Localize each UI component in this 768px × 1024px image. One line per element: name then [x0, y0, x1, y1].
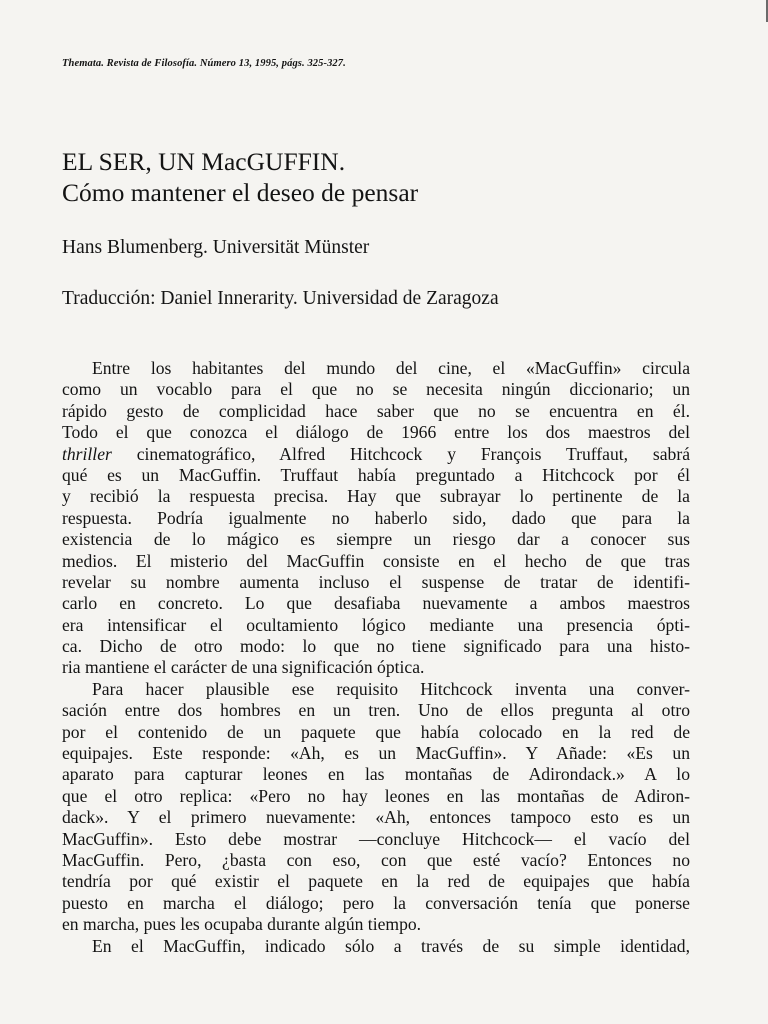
italic-term: thriller	[62, 443, 112, 464]
body-line: carlo en concreto. Lo que desafiaba nuevamente a ambos maestros	[62, 593, 690, 614]
body-line	[62, 444, 690, 465]
body-line: y recibió la respuesta precisa. Hay que subrayar lo pertinente de la	[62, 486, 690, 507]
body-line: equipajes. Este responde: «Ah, es un MacGuffin». Y Añade: «Es un	[62, 743, 690, 764]
body-line: era intensificar el ocultamiento lógico mediante una presencia ópti-	[62, 614, 690, 635]
body-line: MacGuffin». Esto debe mostrar —concluye Hitchcock— el vacío del	[62, 828, 690, 849]
body-line: qué es un MacGuffin. Truffaut había preguntado a Hitchcock por él	[62, 464, 690, 485]
body-line: aparato para capturar leones en las montañas de Adirondack.» A lo	[62, 764, 690, 785]
body-line: respuesta. Podría igualmente no haberlo sido, dado que para la	[62, 507, 690, 528]
article-body	[62, 358, 690, 957]
body-line: ca. Dicho de otro modo: lo que no tiene significado para una histo-	[62, 636, 690, 657]
body-line: rápido gesto de complicidad hace saber que no se encuentra en él.	[62, 400, 690, 421]
body-line: MacGuffin. Pero, ¿basta con eso, con que esté vacío? Entonces no	[62, 849, 690, 870]
body-line: como un vocablo para el que no se necesita ningún diccionario; un	[62, 379, 690, 400]
body-line: en marcha, pues les ocupaba durante algún tiempo.	[62, 914, 422, 935]
author-line: Hans Blumenberg. Universität Münster	[62, 237, 370, 258]
body-line: que el otro replica: «Pero no hay leones en las montañas de Adiron-	[62, 785, 690, 806]
body-line: Todo el que conozca el diálogo de 1966 entre los dos maestros del	[62, 422, 690, 443]
body-line: tendría por qué existir el paquete en la red de equipajes que había	[62, 871, 690, 892]
body-line: Para hacer plausible ese requisito Hitchcock inventa una conver-	[92, 678, 690, 699]
body-line: existencia de lo mágico es siempre un riesgo dar a conocer sus	[62, 529, 690, 550]
body-line: por el contenido de un paquete que había colocado en la red de	[62, 721, 690, 742]
body-line: ria mantiene el carácter de una significación óptica.	[62, 657, 425, 678]
body-line: sación entre dos hombres en un tren. Uno de ellos pregunta al otro	[62, 700, 690, 721]
body-line: puesto en marcha el diálogo; pero la conversación tenía que ponerse	[62, 892, 690, 913]
body-line: medios. El misterio del MacGuffin consiste en el hecho de que tras	[62, 550, 690, 571]
body-line: En el MacGuffin, indicado sólo a través de su simple identidad,	[92, 935, 690, 956]
body-line: dack». Y el primero nuevamente: «Ah, entonces tampoco esto es un	[62, 807, 690, 828]
body-line: Entre los habitantes del mundo del cine, el «MacGuffin» circula	[92, 358, 690, 378]
title-line-1: EL SER, UN MacGUFFIN.	[62, 147, 346, 176]
translator-line: Traducción: Daniel Innerarity. Universidad de Zaragoza	[62, 288, 499, 309]
article-title	[62, 146, 418, 208]
title-line-2: Cómo mantener el deseo de pensar	[62, 178, 419, 207]
body-line: revelar su nombre aumenta incluso el suspense de tratar de identifi-	[62, 571, 690, 592]
body-line-rest: cinematográfico, Alfred Hitchcock y François Truffaut, sabrá	[111, 443, 690, 464]
journal-reference: Themata. Revista de Filosofía. Número 13, 1995, págs. 325-327.	[62, 58, 346, 69]
